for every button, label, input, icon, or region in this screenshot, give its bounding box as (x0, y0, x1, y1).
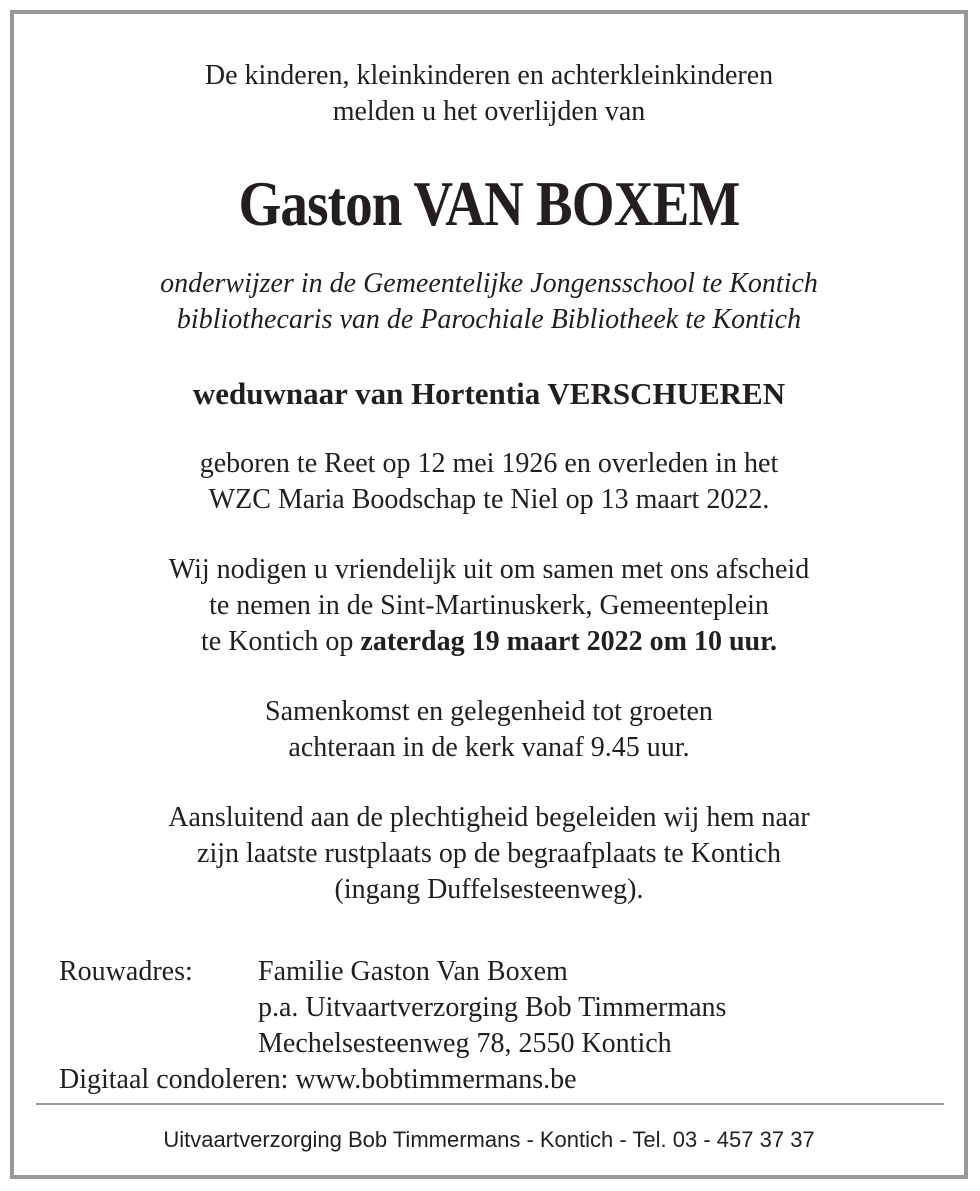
divider (36, 1103, 944, 1105)
footer-text: Uitvaartverzorging Bob Timmermans - Kontich - Tel. 03 - 457 37 37 (163, 1127, 815, 1152)
burial-line-3: (ingang Duffelsesteenweg). (334, 874, 644, 905)
funeral-date-time: zaterdag 19 maart 2022 om 10 uur. (360, 626, 777, 657)
role-line-2: bibliothecaris van de Parochiale Bibliotheek te Kontich (176, 304, 802, 335)
intro-line-2: melden u het overlijden van (332, 96, 646, 127)
invitation-line-2: te nemen in de Sint-Martinuskerk, Gemeenteplein (209, 590, 769, 621)
gathering-line-1: Samenkomst en gelegenheid tot groeten (265, 696, 713, 727)
gathering-line-2: achteraan in de kerk vanaf 9.45 uur. (288, 732, 690, 763)
mourning-address-label: Rouwadres: (59, 956, 193, 987)
invitation-line-3-prefix: te Kontich op (200, 626, 361, 657)
deceased-name: Gaston VAN BOXEM (238, 168, 740, 239)
intro-line-1: De kinderen, kleinkinderen en achterkleinkinderen (204, 60, 774, 91)
invitation-line-1: Wij nodigen u vriendelijk uit om samen met ons afscheid (168, 554, 810, 585)
death-notice (10, 10, 968, 1179)
birth-line-1: geboren te Reet op 12 mei 1926 en overleden in het (199, 448, 779, 479)
mourning-address-line-1: Familie Gaston Van Boxem (258, 956, 568, 987)
birth-death-text (14, 446, 964, 518)
invitation-line-3 (14, 624, 964, 660)
mourning-address-line-3: Mechelsesteenweg 78, 2550 Kontich (258, 1028, 672, 1059)
roles-text (14, 266, 964, 338)
role-line-1: onderwijzer in de Gemeentelijke Jongensschool te Kontich (160, 268, 818, 299)
widower-of: weduwnaar van Hortentia VERSCHUEREN (192, 376, 786, 411)
invitation-text (14, 552, 964, 660)
intro-text (14, 58, 964, 130)
mourning-address-line-2: p.a. Uitvaartverzorging Bob Timmermans (258, 992, 727, 1023)
burial-line-1: Aansluitend aan de plechtigheid begeleiden wij hem naar (168, 802, 810, 833)
burial-text (14, 800, 964, 908)
birth-line-2: WZC Maria Boodschap te Niel op 13 maart 2022. (208, 484, 770, 515)
burial-line-2: zijn laatste rustplaats op de begraafplaats te Kontich (197, 838, 781, 869)
gathering-text (14, 694, 964, 766)
online-condolence: Digitaal condoleren: www.bobtimmermans.be (59, 1064, 577, 1095)
